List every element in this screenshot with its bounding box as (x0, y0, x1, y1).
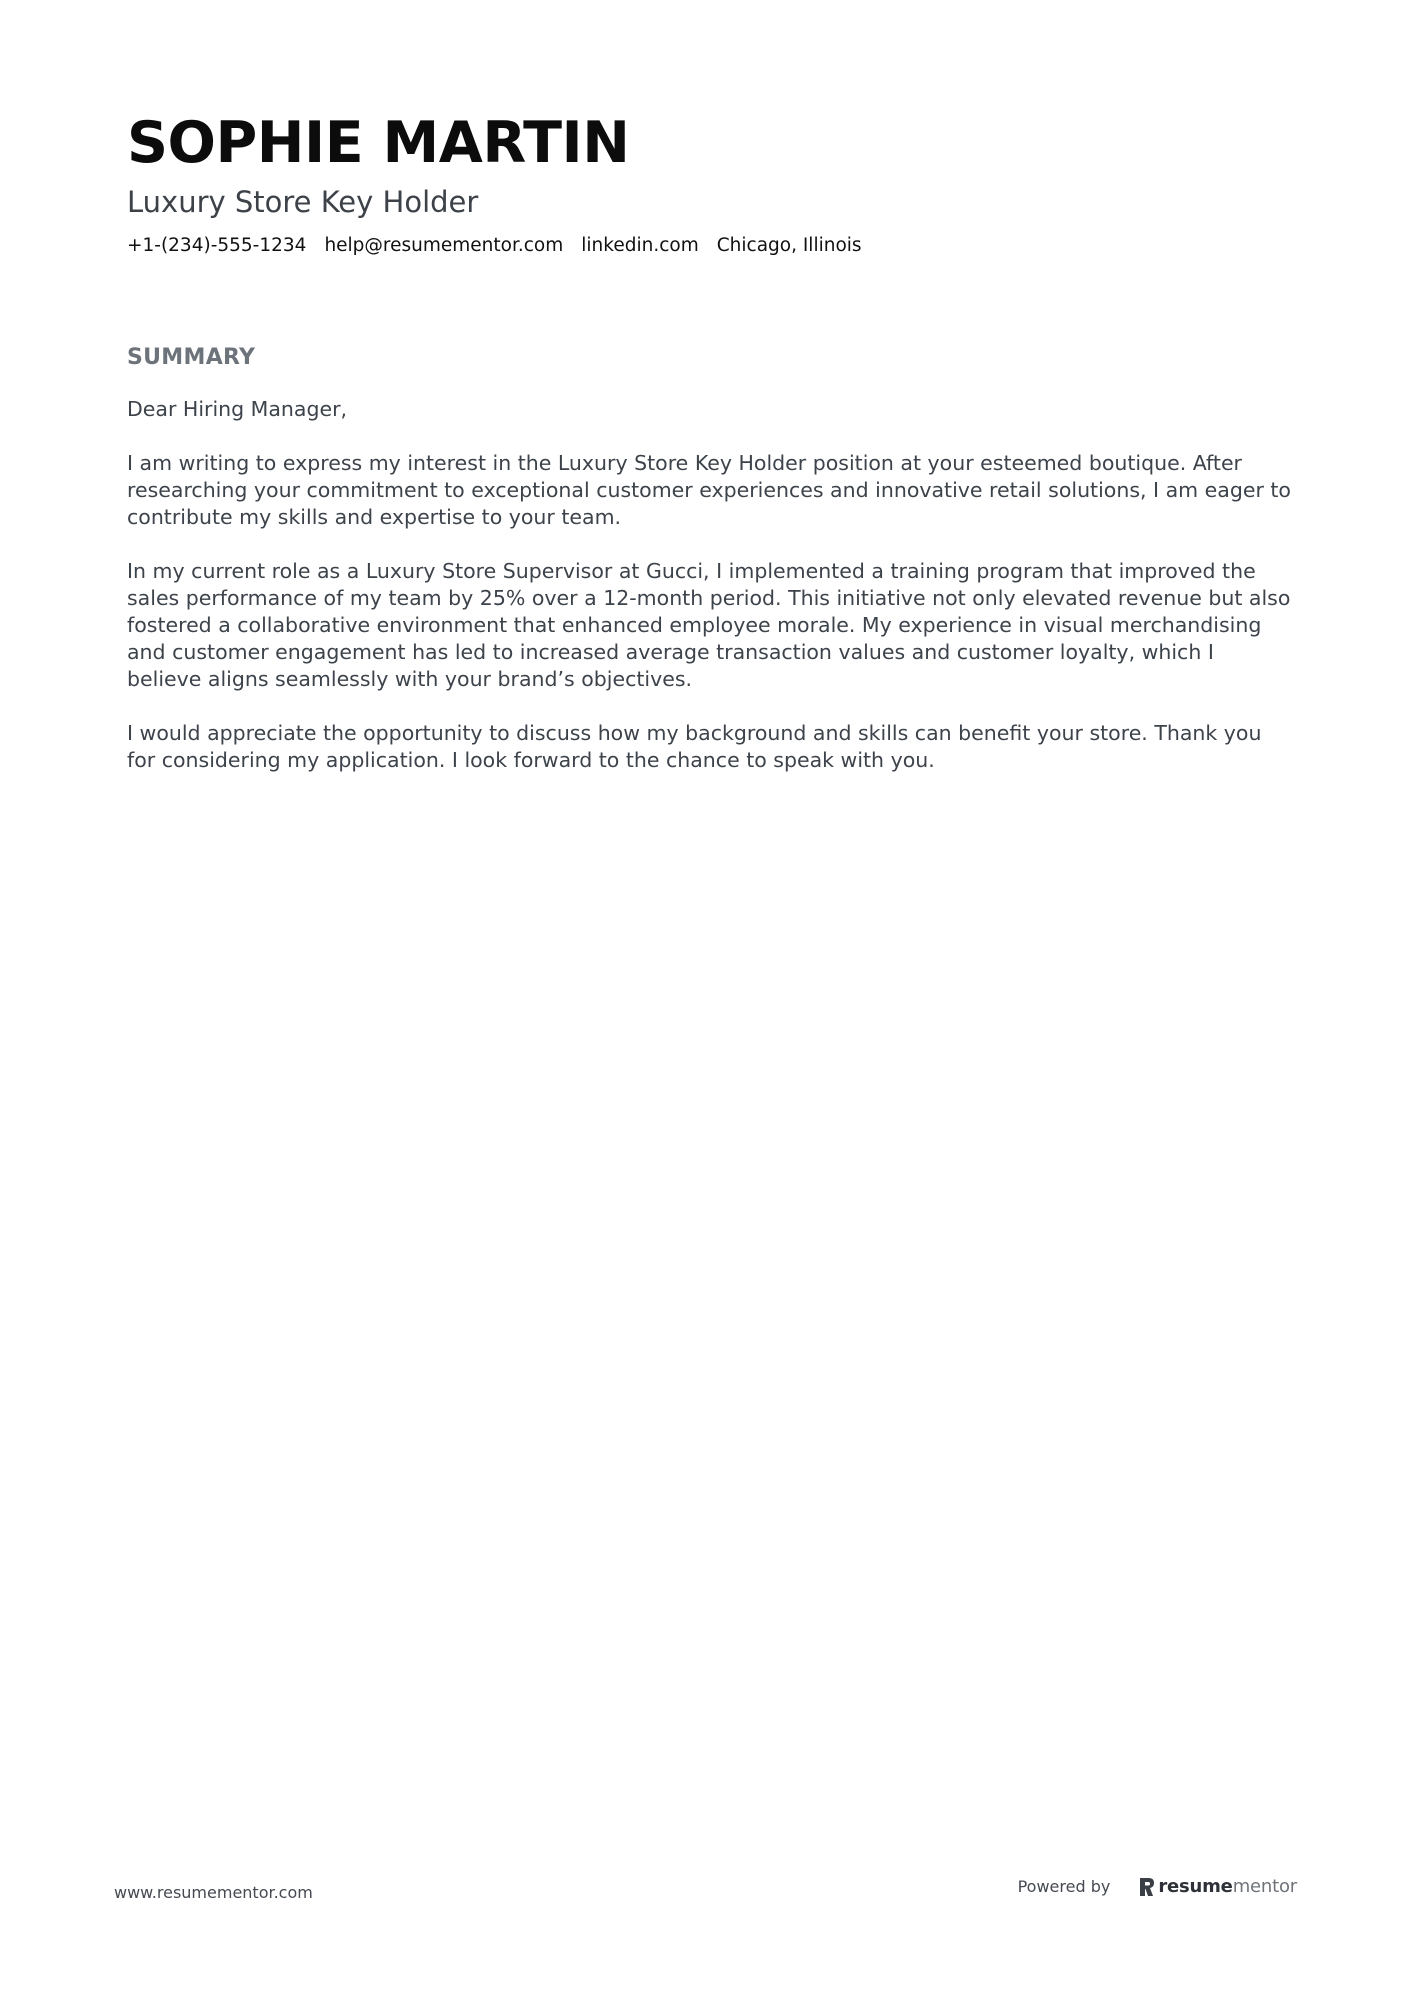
letter-salutation: Dear Hiring Manager, (127, 397, 348, 421)
contact-linkedin[interactable]: linkedin.com (581, 235, 699, 256)
job-title: Luxury Store Key Holder (127, 185, 479, 219)
powered-by-label: Powered by (1017, 1877, 1111, 1896)
footer-branding (1018, 1876, 1297, 1897)
brand-logo[interactable] (1138, 1876, 1297, 1897)
letter-paragraph-intro: I am writing to express my interest in the Luxury Store Key Holder position at your esteemed boutique. After researching your commitment to exceptional customer experiences and innovative retail solutions, I am eager to contribute my skills and expertise to your team. (127, 451, 1291, 529)
letter-paragraph-closing: I would appreciate the opportunity to discuss how my background and skills can benefit your store. Thank you for considering my application. I look forward to the chance to speak with you. (127, 721, 1262, 772)
brand-wordmark-light: mentor (1232, 1876, 1297, 1897)
contact-info (127, 232, 862, 260)
summary-heading: SUMMARY (127, 345, 256, 370)
brand-wordmark-bold: resume (1158, 1876, 1233, 1897)
contact-phone: +1-(234)-555-1234 (127, 235, 307, 256)
contact-email[interactable]: help@resumementor.com (324, 235, 564, 256)
contact-location: Chicago, Illinois (716, 235, 862, 256)
brand-wordmark (1158, 1876, 1297, 1897)
candidate-name: SOPHIE MARTIN (127, 110, 630, 176)
resumementor-logo-icon (1138, 1877, 1155, 1897)
cover-letter-body (127, 396, 1292, 801)
footer-website[interactable]: www.resumementor.com (114, 1883, 313, 1902)
letter-paragraph-experience: In my current role as a Luxury Store Supervisor at Gucci, I implemented a training program that improved the sales performance of my team by 25% over a 12-month period. This initiative not only elevated revenue but also fostered a collaborative environment that enhanced employee morale. My experience in visual merchandising and customer engagement has led to increased average transaction values and customer loyalty, which I believe aligns seamlessly with your brand’s objectives. (127, 559, 1291, 691)
